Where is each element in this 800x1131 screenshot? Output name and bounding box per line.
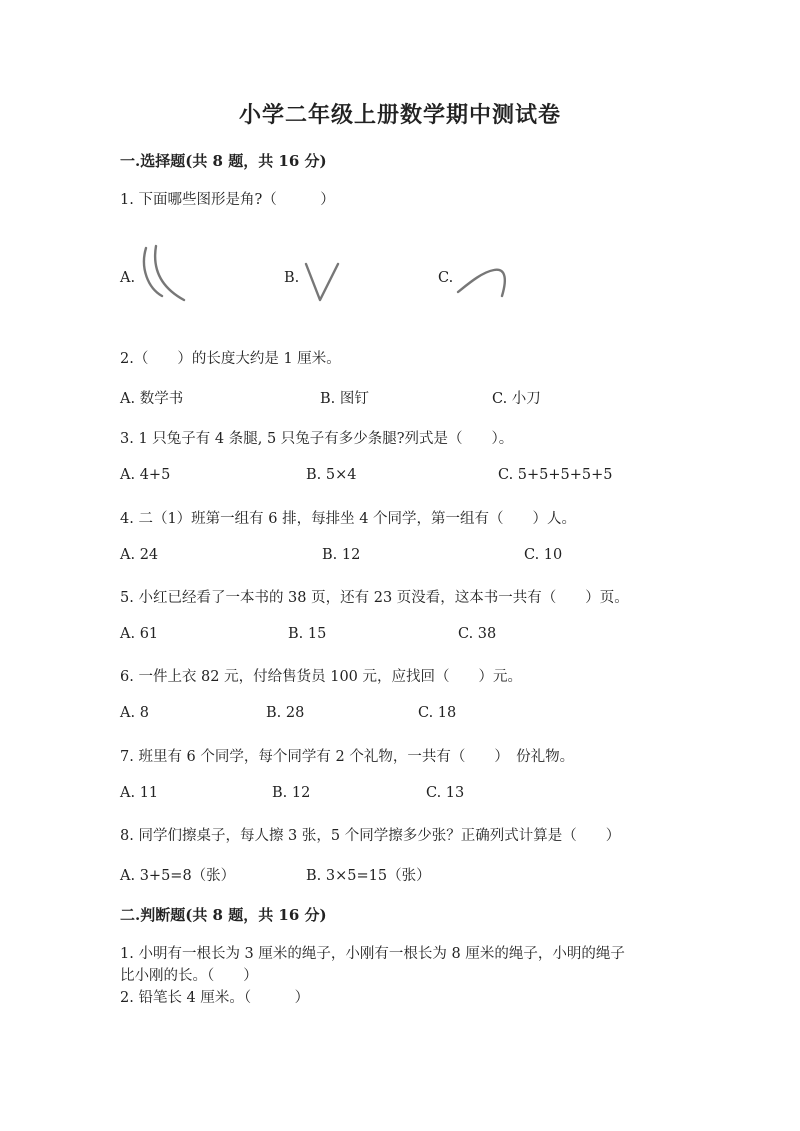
q2-option-a: A. 数学书 — [120, 391, 184, 407]
q6-option-a: A. 8 — [120, 705, 149, 721]
question-1: 1. 下面哪些图形是角?（ ） — [120, 192, 335, 208]
question-2: 2.（ ）的长度大约是 1 厘米。 — [120, 351, 341, 367]
question-6: 6. 一件上衣 82 元，付给售货员 100 元，应找回（ ）元。 — [120, 669, 523, 685]
section-heading-choice: 一.选择题(共 8 题，共 16 分) — [120, 152, 327, 170]
curve-figure-icon — [454, 262, 514, 302]
judgment-2: 2. 铅笔长 4 厘米。（ ） — [120, 990, 310, 1006]
q8-option-a: A. 3+5=8（张） — [120, 868, 236, 884]
q6-option-c: C. 18 — [418, 705, 457, 721]
q7-option-a: A. 11 — [120, 785, 159, 801]
question-4: 4. 二（1）班第一组有 6 排，每排坐 4 个同学，第一组有（ ）人。 — [120, 511, 577, 527]
q4-option-c: C. 10 — [524, 547, 563, 563]
q6-option-b: B. 28 — [266, 705, 305, 721]
q4-option-b: B. 12 — [322, 547, 361, 563]
question-7: 7. 班里有 6 个同学，每个同学有 2 个礼物，一共有（ ） 份礼物。 — [120, 749, 575, 765]
angle-v-figure-icon — [302, 260, 342, 304]
q3-option-a: A. 4+5 — [120, 467, 171, 483]
question-8: 8. 同学们擦桌子，每人擦 3 张，5 个同学擦多少张？正确列式计算是（ ） — [120, 828, 621, 844]
q1-option-b: B. — [284, 270, 300, 286]
q7-option-c: C. 13 — [426, 785, 465, 801]
judgment-1-line-2: 比小刚的长。（ ） — [120, 968, 258, 984]
q2-option-b: B. 图钉 — [320, 391, 369, 407]
question-5: 5. 小红已经看了一本书的 38 页，还有 23 页没看，这本书一共有（ ）页。 — [120, 590, 629, 606]
q1-option-c: C. — [438, 270, 454, 286]
q3-option-c: C. 5+5+5+5+5 — [498, 467, 613, 483]
q8-option-b: B. 3×5=15（张） — [306, 868, 431, 884]
q3-option-b: B. 5×4 — [306, 467, 357, 483]
q5-option-b: B. 15 — [288, 626, 327, 642]
q4-option-a: A. 24 — [120, 547, 159, 563]
q5-option-c: C. 38 — [458, 626, 497, 642]
curved-lines-figure-icon — [138, 244, 198, 304]
q7-option-b: B. 12 — [272, 785, 311, 801]
q5-option-a: A. 61 — [120, 626, 159, 642]
question-3: 3. 1 只兔子有 4 条腿, 5 只兔子有多少条腿?列式是（ ）。 — [120, 431, 514, 447]
q2-option-c: C. 小刀 — [492, 391, 541, 407]
q1-option-a: A. — [120, 270, 136, 286]
judgment-1-line-1: 1. 小明有一根长为 3 厘米的绳子，小刚有一根长为 8 厘米的绳子，小明的绳子 — [120, 946, 625, 962]
page-title: 小学二年级上册数学期中测试卷 — [238, 102, 561, 128]
section-heading-judgment: 二.判断题(共 8 题，共 16 分) — [120, 906, 327, 924]
